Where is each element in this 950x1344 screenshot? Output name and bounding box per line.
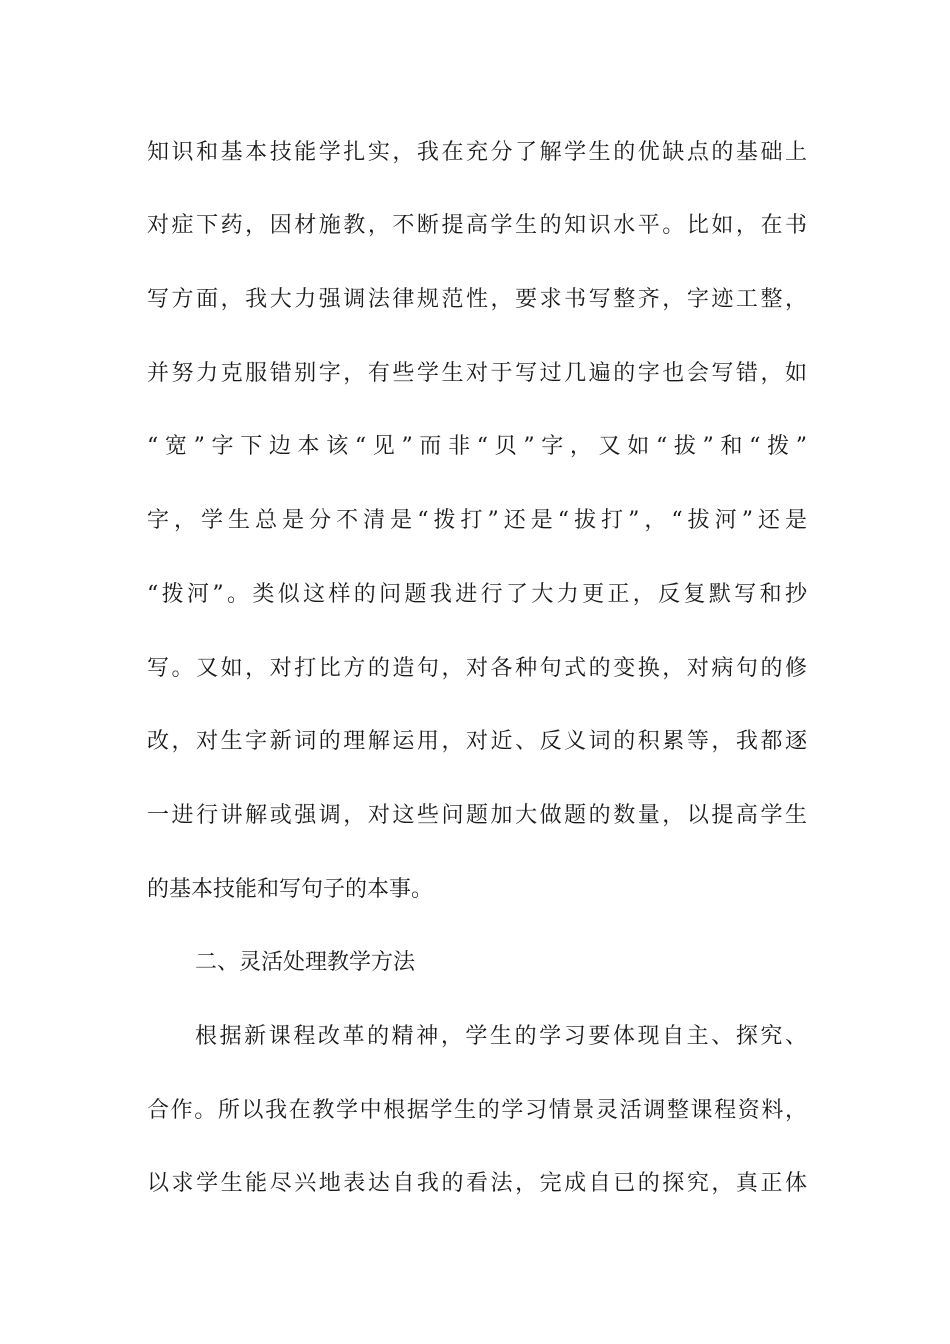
paragraph-line: 写方面，我大力强调法律规范性，要求书写整齐，字迹工整， [147,287,807,312]
paragraph-line: 字，学生总是分不清是“拨打”还是“拔打”，“拔河”还是 [147,508,807,533]
paragraph-line: 并努力克服错别字，有些学生对于写过几遍的字也会写错，如 [147,361,807,386]
paragraph-line: 知识和基本技能学扎实，我在充分了解学生的优缺点的基础上 [147,140,807,165]
paragraph-line: “拨河”。类似这样的问题我进行了大力更正，反复默写和抄 [147,582,807,607]
paragraph-line: 写。又如，对打比方的造句，对各种句式的变换，对病句的修 [147,656,807,681]
paragraph-line: 根据新课程改革的精神，学生的学习要体现自主、探究、 [195,1024,807,1049]
paragraph-line: 一进行讲解或强调，对这些问题加大做题的数量，以提高学生 [147,803,807,828]
section-heading: 二、灵活处理教学方法 [195,950,416,975]
paragraph-line: 对症下药，因材施教，不断提高学生的知识水平。比如，在书 [147,213,807,238]
paragraph-line: 以求学生能尽兴地表达自我的看法，完成自已的探究，真正体 [147,1171,807,1196]
paragraph-line: 合作。所以我在教学中根据学生的学习情景灵活调整课程资料， [147,1098,807,1123]
paragraph-line: “宽”字下边本该“见”而非“贝”字，又如“拔”和“拨” [147,434,807,459]
paragraph-line-last: 的基本技能和写句子的本事。 [147,877,434,902]
paragraph-line: 改，对生字新词的理解运用，对近、反义词的积累等，我都逐 [147,729,807,754]
